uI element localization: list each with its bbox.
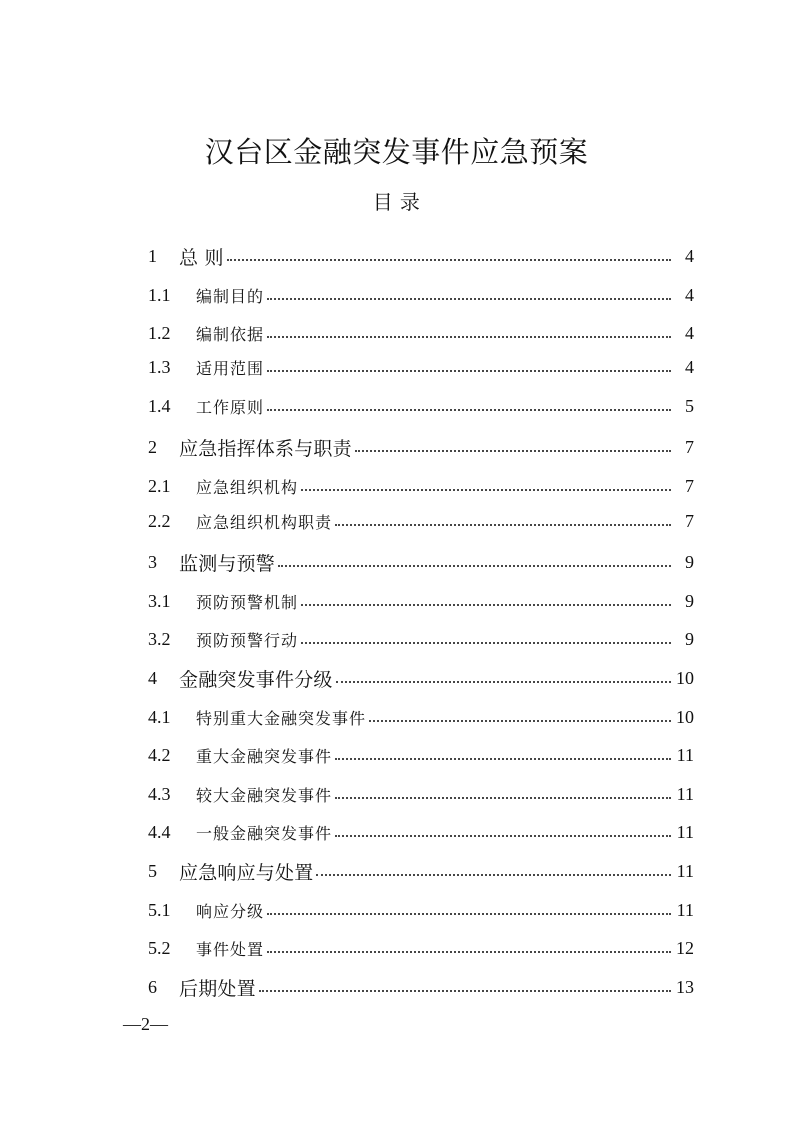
toc-entry-number: 3 <box>148 551 157 572</box>
toc-entry-number: 5.2 <box>148 937 171 958</box>
toc-entry-page: 9 <box>685 590 694 611</box>
toc-entry-title: 编制依据 <box>196 324 265 344</box>
toc-leader-dots <box>259 989 671 992</box>
page-number-footer: —2— <box>123 1014 168 1034</box>
toc-entry-4-1[interactable] <box>148 700 694 734</box>
toc-entry-3-1[interactable] <box>148 584 694 618</box>
toc-leader-dots <box>335 796 671 799</box>
toc-entry-2[interactable] <box>148 430 694 464</box>
toc-entry-page: 12 <box>676 937 694 958</box>
toc-leader-dots <box>335 834 671 837</box>
toc-entry-5-2[interactable] <box>148 931 694 965</box>
toc-entry-number: 2 <box>148 436 157 457</box>
toc-entry-5-1[interactable] <box>148 893 694 927</box>
toc-leader-dots <box>227 258 671 261</box>
toc-entry-page: 4 <box>685 284 694 305</box>
toc-entry-page: 4 <box>685 245 694 266</box>
toc-leader-dots <box>335 757 671 760</box>
toc-entry-title: 适用范围 <box>196 358 265 378</box>
toc-entry-page: 5 <box>685 395 694 416</box>
toc-heading: 目 录 <box>372 190 421 214</box>
toc-entry-title: 预防预警行动 <box>196 630 299 650</box>
toc-entry-3[interactable] <box>148 545 694 579</box>
toc-entry-page: 7 <box>685 510 694 531</box>
toc-entry-page: 10 <box>676 667 694 688</box>
toc-entry-title: 重大金融突发事件 <box>196 746 333 766</box>
toc-entry-number: 1.2 <box>148 322 171 343</box>
toc-leader-dots <box>301 641 671 644</box>
toc-entry-title: 较大金融突发事件 <box>196 785 333 805</box>
toc-entry-page: 9 <box>685 628 694 649</box>
toc-entry-page: 11 <box>676 860 694 881</box>
toc-entry-title: 监测与预警 <box>179 552 276 575</box>
toc-entry-title: 工作原则 <box>196 397 265 417</box>
toc-entry-title: 应急指挥体系与职责 <box>179 437 352 460</box>
toc-entry-page: 9 <box>685 551 694 572</box>
toc-entry-number: 1.1 <box>148 284 171 305</box>
toc-entry-title: 一般金融突发事件 <box>196 823 333 843</box>
toc-entry-page: 4 <box>685 322 694 343</box>
toc-entry-title: 后期处置 <box>179 977 256 1000</box>
toc-leader-dots <box>267 335 671 338</box>
toc-entry-page: 11 <box>676 783 694 804</box>
toc-leader-dots <box>278 564 671 567</box>
toc-entry-number: 1.4 <box>148 395 171 416</box>
toc-entry-6[interactable] <box>148 970 694 1004</box>
toc-entry-number: 3.2 <box>148 628 171 649</box>
toc-entry-title: 金融突发事件分级 <box>179 668 333 691</box>
toc-entry-title: 应急组织机构职责 <box>196 512 333 532</box>
toc-entry-title: 事件处置 <box>196 939 265 959</box>
toc-entry-4[interactable] <box>148 661 694 695</box>
toc-entry-page: 7 <box>685 475 694 496</box>
toc-entry-title: 应急组织机构 <box>196 477 299 497</box>
toc-entry-number: 2.2 <box>148 510 171 531</box>
toc-leader-dots <box>267 950 671 953</box>
toc-leader-dots <box>316 873 671 876</box>
toc-entry-page: 7 <box>685 436 694 457</box>
document-title: 汉台区金融突发事件应急预案 <box>204 135 589 169</box>
toc-leader-dots <box>369 719 671 722</box>
toc-entry-page: 11 <box>676 821 694 842</box>
toc-leader-dots <box>267 297 671 300</box>
toc-leader-dots <box>336 680 671 683</box>
toc-entry-4-2[interactable] <box>148 738 694 772</box>
toc-entry-1-4[interactable] <box>148 389 694 423</box>
toc-entry-number: 2.1 <box>148 475 171 496</box>
toc-entry-title: 应急响应与处置 <box>179 861 314 884</box>
toc-leader-dots <box>267 369 671 372</box>
toc-entry-number: 1 <box>148 245 157 266</box>
toc-entry-number: 4.4 <box>148 821 171 842</box>
toc-entry-number: 4.2 <box>148 744 171 765</box>
toc-entry-1-2[interactable] <box>148 316 694 350</box>
toc-entry-number: 5.1 <box>148 899 171 920</box>
toc-leader-dots <box>301 488 671 491</box>
toc-entry-title: 特别重大金融突发事件 <box>196 708 367 728</box>
toc-leader-dots <box>355 449 671 452</box>
toc-entry-1[interactable] <box>148 239 694 273</box>
toc-entry-title: 预防预警机制 <box>196 592 299 612</box>
toc-entry-title: 响应分级 <box>196 901 265 921</box>
toc-entry-number: 4 <box>148 667 157 688</box>
toc-entry-number: 4.1 <box>148 706 171 727</box>
toc-leader-dots <box>267 912 671 915</box>
toc-entry-page: 11 <box>676 744 694 765</box>
toc-entry-page: 4 <box>685 356 694 377</box>
toc-entry-number: 5 <box>148 860 157 881</box>
toc-entry-page: 13 <box>676 976 694 997</box>
toc-entry-title: 总 则 <box>179 246 224 269</box>
toc-entry-5[interactable] <box>148 854 694 888</box>
toc-leader-dots <box>335 523 671 526</box>
toc-entry-number: 1.3 <box>148 356 171 377</box>
toc-leader-dots <box>267 408 671 411</box>
toc-entry-number: 6 <box>148 976 157 997</box>
toc-entry-title: 编制目的 <box>196 286 265 306</box>
toc-entry-number: 3.1 <box>148 590 171 611</box>
toc-entry-1-3[interactable] <box>148 350 694 384</box>
toc-entry-number: 4.3 <box>148 783 171 804</box>
toc-entry-page: 11 <box>676 899 694 920</box>
toc-leader-dots <box>301 603 671 606</box>
toc-entry-4-3[interactable] <box>148 777 694 811</box>
toc-entry-2-1[interactable] <box>148 469 694 503</box>
toc-entry-2-2[interactable] <box>148 504 694 538</box>
toc-entry-page: 10 <box>676 706 694 727</box>
toc-entry-3-2[interactable] <box>148 622 694 656</box>
toc-entry-1-1[interactable] <box>148 278 694 312</box>
toc-entry-4-4[interactable] <box>148 815 694 849</box>
